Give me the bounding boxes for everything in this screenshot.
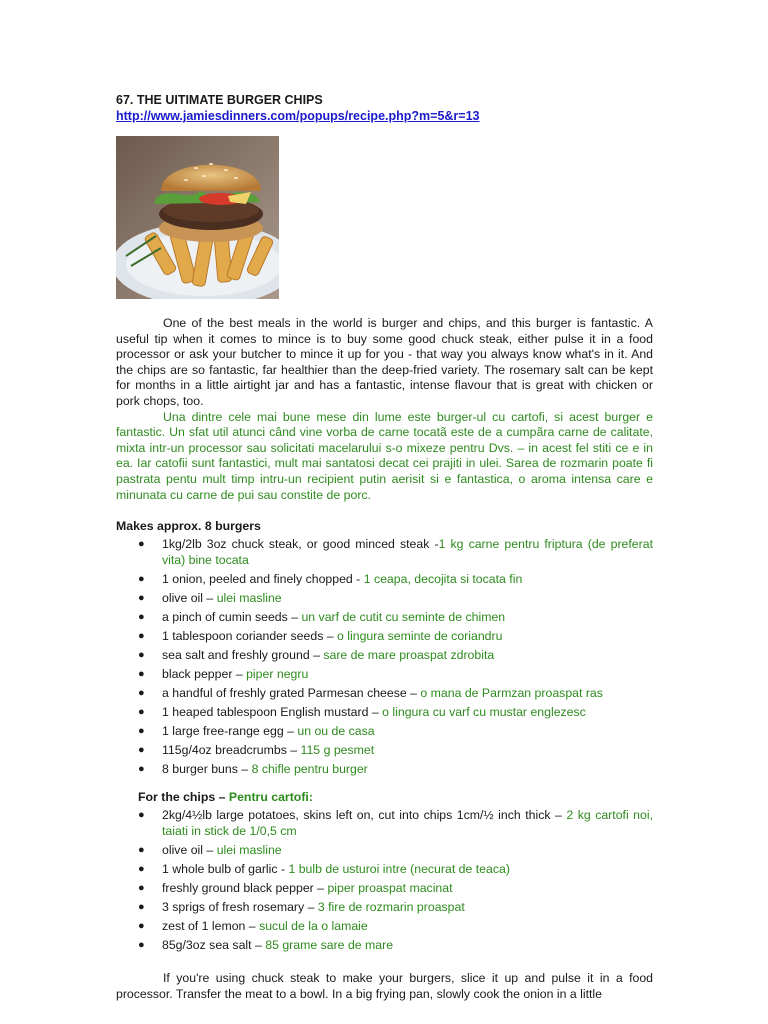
bullet-icon: ● [138, 919, 145, 932]
bullet-icon: ● [138, 938, 145, 951]
ingredient-romanian: 1 bulb de usturoi intre (necurat de teaca) [288, 861, 510, 876]
burger-and-chips-photo [116, 136, 279, 299]
chips-heading-english: For the chips – [138, 790, 229, 805]
ingredient-romanian: piper negru [246, 666, 309, 681]
ingredient-english: zest of 1 lemon – [162, 918, 260, 933]
ingredient-english: 1 tablespoon coriander seeds – [162, 628, 338, 643]
bullet-icon: ● [138, 843, 145, 856]
ingredient-romanian: sucul de la o lamaie [259, 918, 368, 933]
bullet-icon: ● [138, 610, 145, 623]
bullet-icon: ● [138, 900, 145, 913]
ingredient-romanian: o mana de Parmzan proaspat ras [420, 685, 603, 700]
ingredient-item [116, 705, 653, 721]
ingredient-item [116, 762, 653, 778]
ingredient-item [116, 724, 653, 740]
ingredient-item [116, 537, 653, 568]
chips-heading-romanian: Pentru cartofi: [228, 790, 313, 805]
ingredient-romanian: piper proaspat macinat [327, 880, 453, 895]
ingredient-english: 1 onion, peeled and finely chopped - [162, 571, 364, 586]
ingredient-romanian: 2 kg cartofi noi, taiati in stick de 1/0,5 cm [162, 808, 654, 838]
bullet-icon: ● [138, 572, 145, 585]
ingredient-item [116, 629, 653, 645]
recipe-title: 67. THE UITIMATE BURGER CHIPS [116, 93, 323, 107]
ingredient-english: sea salt and freshly ground – [162, 647, 324, 662]
ingredient-item [116, 808, 653, 839]
ingredient-romanian: 1 kg carne pentru friptura (de preferat vita) bine tocata [162, 537, 653, 567]
ingredient-romanian: un varf de cutit cu seminte de chimen [301, 609, 506, 624]
ingredient-item [116, 572, 653, 588]
bullet-icon: ● [138, 762, 145, 775]
ingredient-item [116, 919, 653, 935]
ingredient-item [116, 881, 653, 897]
ingredient-english: black pepper – [162, 666, 247, 681]
bullet-icon: ● [138, 648, 145, 661]
bullet-icon: ● [138, 667, 145, 680]
ingredient-english: 115g/4oz breadcrumbs – [162, 742, 301, 757]
bullet-icon: ● [138, 686, 145, 699]
ingredient-english: a handful of freshly grated Parmesan cheese – [162, 685, 421, 700]
bullet-icon: ● [138, 538, 145, 551]
bullet-icon: ● [138, 743, 145, 756]
ingredient-romanian: 8 chifle pentru burger [251, 761, 368, 776]
bullet-icon: ● [138, 809, 145, 822]
chips-ingredients-list [116, 808, 653, 953]
ingredient-romanian: ulei masline [216, 842, 282, 857]
burger-ingredients-list [116, 537, 653, 777]
burger-photo-illustration [116, 136, 279, 299]
intro-romanian: Una dintre cele mai bune mese din lume este burger-ul cu cartofi, si acest burger e fantastic. Un sfat util atunci când vine vorba de carne tocatã este de a cumpãra carne de calitate, mixta intr-un processor sau solicitati macelarului s-o mixeze pentru Dvs. – in acest fel stiti ce e in ea. Iar catofii sunt fantastici, mult mai santatosi decat cei prajiti in ulei. Sarea de rozmarin poate fi pastrata pentu mult timp intru-un recipient putin aerisit si e fantastica, o aroma intensa care e minunata cu carne de pui sau constite de porc. [116, 409, 653, 502]
ingredient-english: 1kg/2lb 3oz chuck steak, or good minced steak - [162, 537, 439, 552]
ingredient-english: freshly ground black pepper – [162, 880, 328, 895]
bullet-icon: ● [138, 881, 145, 894]
bullet-icon: ● [138, 862, 145, 875]
ingredient-romanian: 1 ceapa, decojita si tocata fin [363, 571, 523, 586]
ingredient-english: 8 burger buns – [162, 761, 252, 776]
ingredient-item [116, 648, 653, 664]
ingredient-english: 3 sprigs of fresh rosemary – [162, 899, 318, 914]
ingredient-english: olive oil – [162, 590, 217, 605]
ingredient-romanian: 3 fire de rozmarin proaspat [317, 899, 465, 914]
chips-heading [138, 789, 653, 805]
bullet-icon: ● [138, 591, 145, 604]
ingredient-item [116, 900, 653, 916]
ingredient-romanian: ulei masline [216, 590, 282, 605]
ingredient-romanian: o lingura seminte de coriandru [337, 628, 503, 643]
ingredient-item [116, 938, 653, 954]
recipe-link[interactable]: http://www.jamiesdinners.com/popups/recipe.php?m=5&r=13 [116, 109, 480, 123]
bullet-icon: ● [138, 724, 145, 737]
ingredient-english: 2kg/4½lb large potatoes, skins left on, cut into chips 1cm/½ inch thick – [162, 808, 567, 823]
ingredient-english: a pinch of cumin seeds – [162, 609, 302, 624]
ingredient-romanian: sare de mare proaspat zdrobita [323, 647, 495, 662]
ingredient-romanian: o lingura cu varf cu mustar englezesc [382, 704, 586, 719]
ingredient-item [116, 743, 653, 759]
ingredient-item [116, 591, 653, 607]
intro-english: One of the best meals in the world is burger and chips, and this burger is fantastic. A useful tip when it comes to mince is to buy some good chuck steak, either pulse it in a food processor or ask your butcher to mince it up for you - that way you always know what's in it. And the chips are so fantastic, far healthier than the deep-fried variety. The rosemary salt can be kept for months in a little airtight jar and has a fantastic, intense flavour that is great with chicken or pork chops, too. [116, 316, 653, 408]
ingredient-romanian: un ou de casa [297, 723, 375, 738]
ingredient-item [116, 686, 653, 702]
servings-heading: Makes approx. 8 burgers [116, 519, 261, 534]
bullet-icon: ● [138, 629, 145, 642]
ingredient-item [116, 862, 653, 878]
recipe-page [116, 93, 653, 1002]
method-text: If you're using chuck steak to make your burgers, slice it up and pulse it in a food processor. Transfer the meat to a bowl. In a big frying pan, slowly cook the onion in a little [116, 971, 653, 1001]
ingredient-english: olive oil – [162, 842, 217, 857]
ingredient-english: 85g/3oz sea salt – [162, 937, 266, 952]
bullet-icon: ● [138, 705, 145, 718]
ingredient-english: 1 whole bulb of garlic - [162, 861, 289, 876]
ingredient-romanian: 85 grame sare de mare [265, 937, 394, 952]
ingredient-item [116, 610, 653, 626]
ingredient-english: 1 heaped tablespoon English mustard – [162, 704, 383, 719]
ingredient-romanian: 115 g pesmet [300, 742, 375, 757]
ingredient-item [116, 667, 653, 683]
ingredient-english: 1 large free-range egg – [162, 723, 298, 738]
ingredient-item [116, 843, 653, 859]
